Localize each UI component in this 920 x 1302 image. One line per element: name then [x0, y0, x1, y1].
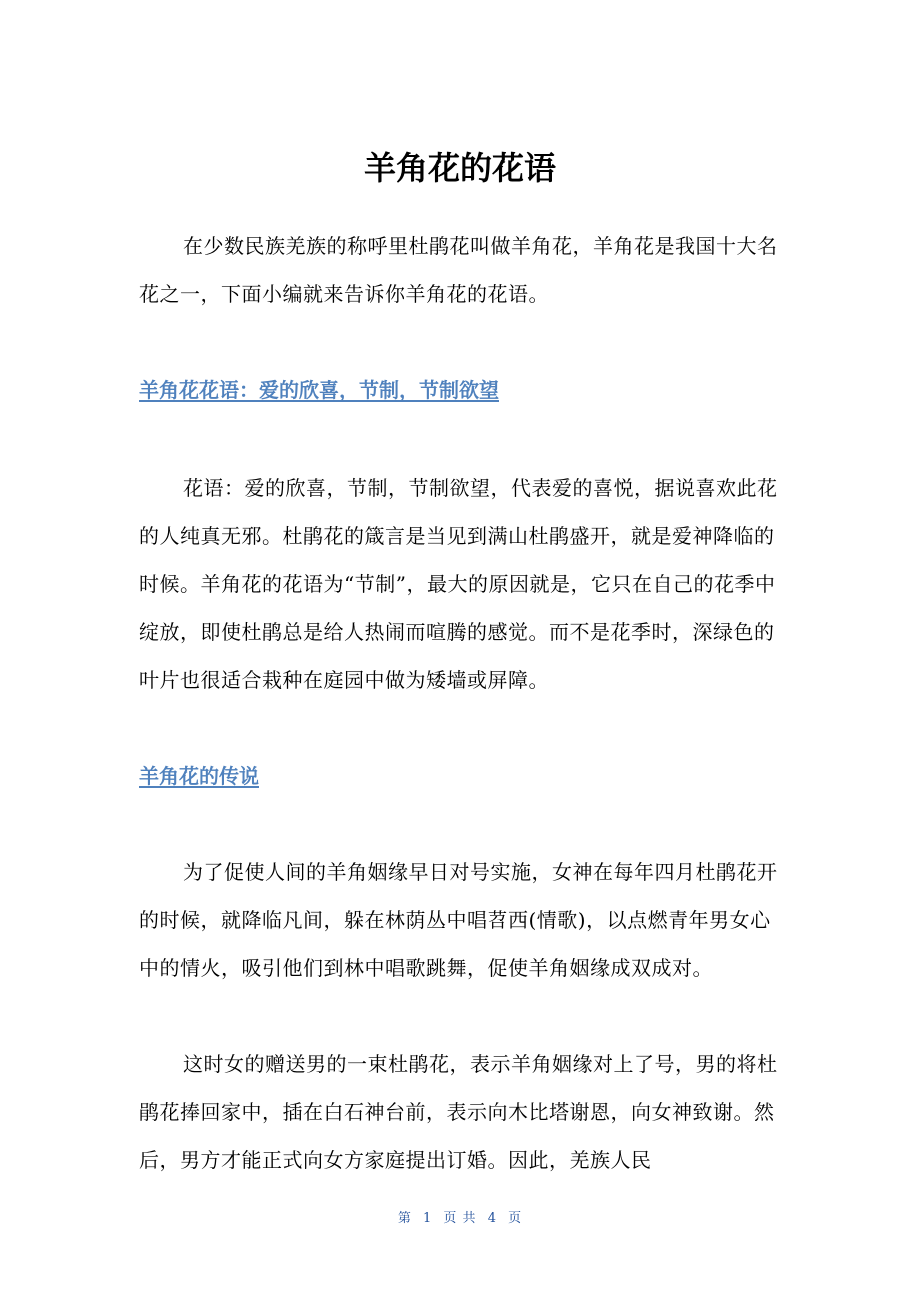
page-footer [0, 1207, 920, 1226]
footer-middle: 页 共 [443, 1211, 477, 1226]
footer-suffix: 页 [508, 1211, 523, 1226]
section-heading-flower-language[interactable]: 羊角花花语：爱的欣喜，节制，节制欲望 [139, 378, 499, 402]
footer-total-pages: 4 [487, 1211, 497, 1226]
intro-paragraph: 在少数民族羌族的称呼里杜鹃花叫做羊角花，羊角花是我国十大名花之一，下面小编就来告诉你羊角花的花语。 [139, 234, 778, 306]
footer-prefix: 第 [397, 1211, 412, 1226]
document-title: 羊角花的花语 [363, 149, 556, 187]
legend-paragraph-1: 为了促使人间的羊角姻缘早日对号实施，女神在每年四月杜鹃花开的时候，就降临凡间，躲在林荫丛中唱苕西(情歌)，以点燃青年男女心中的情火，吸引他们到林中唱歌跳舞，促使羊角姻缘成双成对。 [139, 860, 778, 980]
legend-paragraph-2: 这时女的赠送男的一束杜鹃花，表示羊角姻缘对上了号，男的将杜鹃花捧回家中，插在白石神台前，表示向木比塔谢恩，向女神致谢。然后，男方才能正式向女方家庭提出订婚。因此，羌族人民 [139, 1052, 778, 1172]
section-heading-legend[interactable]: 羊角花的传说 [139, 764, 259, 788]
footer-current-page: 1 [423, 1211, 433, 1226]
flower-language-paragraph: 花语：爱的欣喜，节制，节制欲望，代表爱的喜悦，据说喜欢此花的人纯真无邪。杜鹃花的箴言是当见到满山杜鹃盛开，就是爱神降临的时候。羊角花的花语为“节制”，最大的原因就是，它只在自己的花季中绽放，即使杜鹃总是给人热闹而喧腾的感觉。而不是花季时，深绿色的叶片也很适合栽种在庭园中做为矮墙或屏障。 [139, 476, 778, 692]
